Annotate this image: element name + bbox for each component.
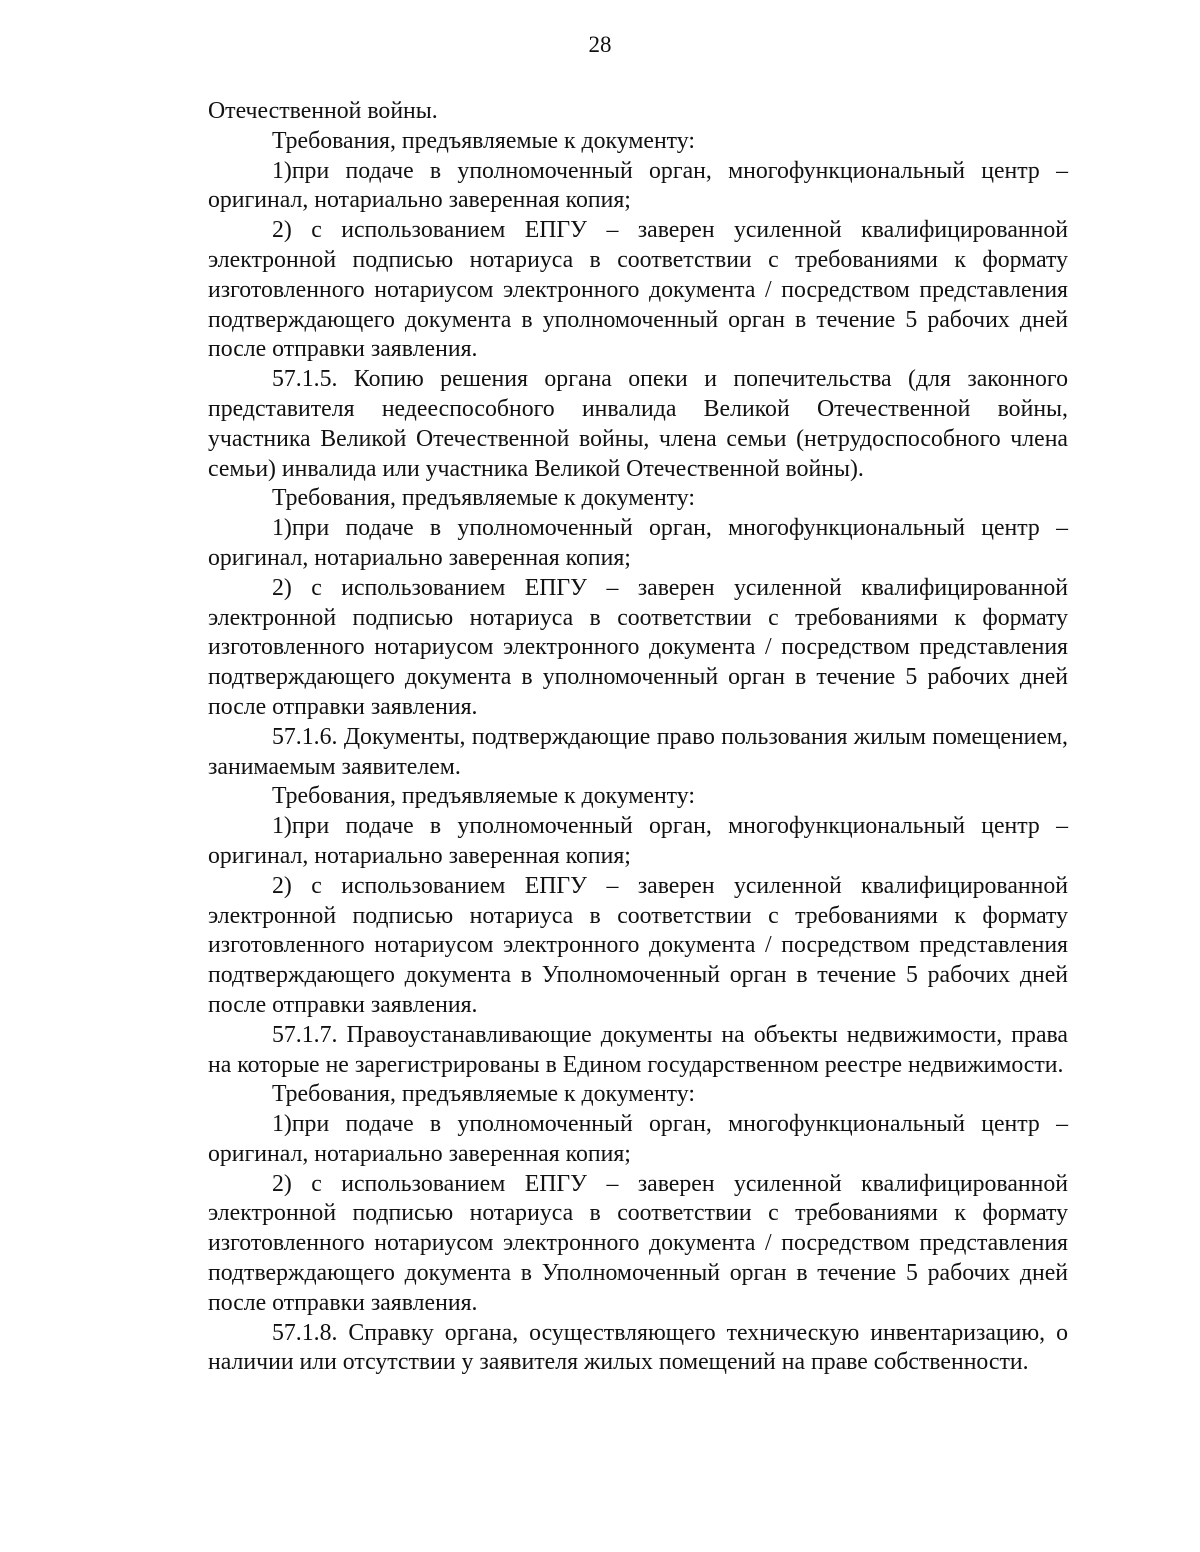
- page-number: 28: [588, 32, 612, 57]
- requirements-heading: Требования, предъявляемые к документу:: [272, 485, 695, 512]
- requirement-item-2: 2) с использованием ЕПГУ – заверен усиленной квалифицированной электронной подписью нотариуса в соответствии с требованиями к формату изготовленного нотариусом электронного документа / посредством представления подтверждающего документа в уполномоченный орган в течение 5 рабочих дней после отправки заявления.: [208, 217, 1068, 363]
- requirement-item-1: 1)при подаче в уполномоченный орган, многофункциональный центр – оригинал, нотариально заверенная копия;: [208, 515, 1068, 571]
- clause-57-1-8: 57.1.8. Справку органа, осуществляющего техническую инвентаризацию, о наличии или отсутствии у заявителя жилых помещений на праве собственности.: [208, 1319, 1068, 1376]
- requirement-item-1: 1)при подаче в уполномоченный орган, многофункциональный центр – оригинал, нотариально заверенная копия;: [208, 1111, 1068, 1167]
- requirement-item-1: 1)при подаче в уполномоченный орган, многофункциональный центр – оригинал, нотариально заверенная копия;: [208, 813, 1068, 869]
- requirement-item-2: 2) с использованием ЕПГУ – заверен усиленной квалифицированной электронной подписью нотариуса в соответствии с требованиями к формату изготовленного нотариусом электронного документа / посредством представления подтверждающего документа в Уполномоченный орган в течение 5 рабочих дней после отправки заявления.: [208, 872, 1068, 1018]
- requirements-heading: Требования, предъявляемые к документу:: [272, 783, 695, 810]
- clause-57-1-7: 57.1.7. Правоустанавливающие документы на объекты недвижимости, права на которые не зарегистрированы в Едином государственном реестре недвижимости.: [208, 1021, 1068, 1078]
- document-body: [208, 97, 1068, 1378]
- requirements-heading: Требования, предъявляемые к документу:: [272, 1081, 695, 1108]
- requirement-item-2: 2) с использованием ЕПГУ – заверен усиленной квалифицированной электронной подписью нотариуса в соответствии с требованиями к формату изготовленного нотариусом электронного документа / посредством представления подтверждающего документа в уполномоченный орган в течение 5 рабочих дней после отправки заявления.: [208, 574, 1068, 720]
- clause-57-1-5: 57.1.5. Копию решения органа опеки и попечительства (для законного представителя недееспособного инвалида Великой Отечественной войны, участника Великой Отечественной войны, члена семьи (нетрудоспособного члена семьи) инвалида или участника Великой Отечественной войны).: [208, 366, 1068, 482]
- paragraph-continuation: Отечественной войны.: [208, 98, 438, 124]
- clause-57-1-6: 57.1.6. Документы, подтверждающие право пользования жилым помещением, занимаемым заявителем.: [208, 723, 1068, 780]
- requirement-item-2: 2) с использованием ЕПГУ – заверен усиленной квалифицированной электронной подписью нотариуса в соответствии с требованиями к формату изготовленного нотариусом электронного документа / посредством представления подтверждающего документа в Уполномоченный орган в течение 5 рабочих дней после отправки заявления.: [208, 1170, 1068, 1316]
- requirements-heading: Требования, предъявляемые к документу:: [272, 127, 695, 154]
- requirement-item-1: 1)при подаче в уполномоченный орган, многофункциональный центр – оригинал, нотариально заверенная копия;: [208, 157, 1068, 214]
